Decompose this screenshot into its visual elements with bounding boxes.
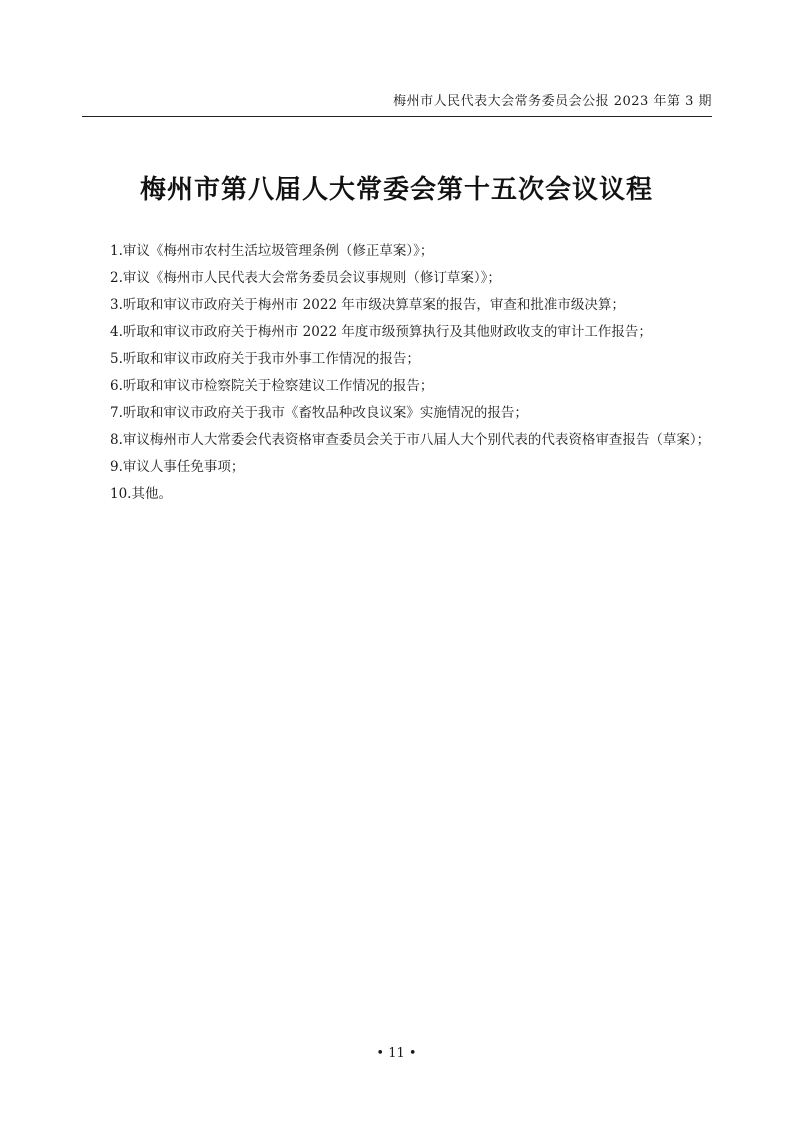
page-title: 梅州市第八届人大常委会第十五次会议议程	[139, 175, 653, 205]
agenda-item: 7.听取和审议市政府关于我市《畜牧品种改良议案》实施情况的报告；	[110, 405, 528, 421]
agenda-item: 4.听取和审议市政府关于梅州市 2022 年度市级预算执行及其他财政收支的审计工作报告；	[110, 324, 652, 340]
agenda-item: 1.审议《梅州市农村生活垃圾管理条例（修正草案）》；	[110, 243, 434, 259]
page-number: • 11 •	[376, 1046, 417, 1061]
agenda-item: 10.其他。	[110, 486, 172, 502]
agenda-item: 6.听取和审议市检察院关于检察建议工作情况的报告；	[110, 378, 434, 394]
agenda-item: 2.审议《梅州市人民代表大会常务委员会议事规则（修订草案）》；	[110, 270, 501, 286]
agenda-item: 3.听取和审议市政府关于梅州市 2022 年市级决算草案的报告，审查和批准市级决算；	[110, 297, 625, 313]
agenda-item: 9.审议人事任免事项；	[110, 459, 245, 475]
agenda-item: 5.听取和审议市政府关于我市外事工作情况的报告；	[110, 351, 420, 367]
header-divider	[82, 116, 712, 117]
agenda-item: 8.审议梅州市人大常委会代表资格审查委员会关于市八届人大个别代表的代表资格审查报告（草案）；	[110, 432, 711, 448]
agenda-list	[82, 238, 712, 508]
running-header: 梅州市人民代表大会常务委员会公报 2023 年第 3 期	[393, 94, 712, 109]
